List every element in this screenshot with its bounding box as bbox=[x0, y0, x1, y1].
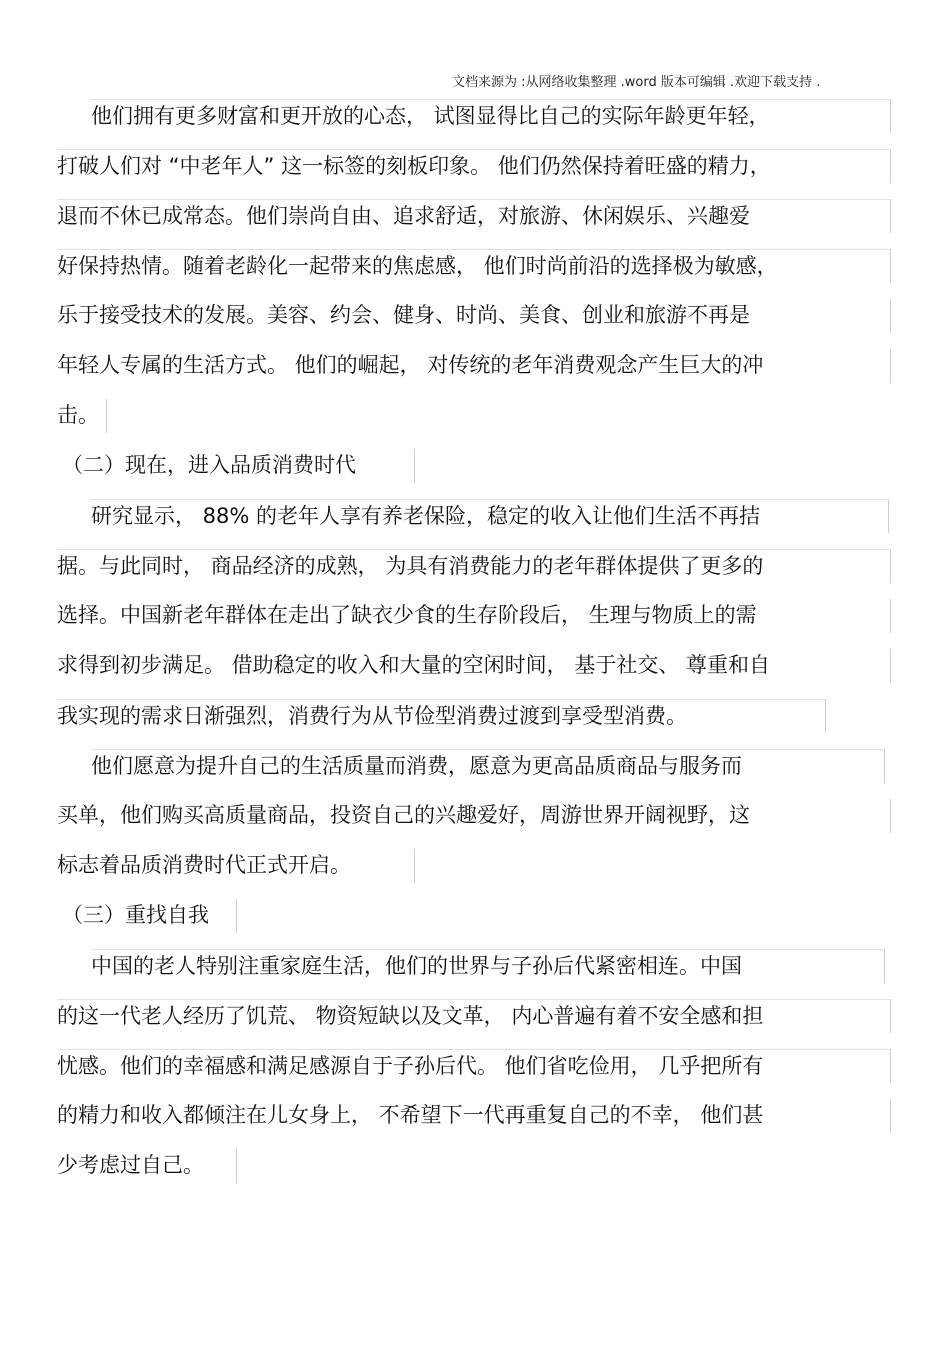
paragraph-line: 标志着品质消费时代正式开启。 bbox=[57, 849, 415, 883]
paragraph-line: 我实现的需求日渐强烈，消费行为从节俭型消费过渡到享受型消费。 bbox=[57, 699, 826, 733]
paragraph-line: 据。与此同时， 商品经济的成熟， 为具有消费能力的老年群体提供了更多的 bbox=[57, 549, 891, 583]
paragraph-line: 的这一代老人经历了饥荒、 物资短缺以及文革， 内心普遍有着不安全感和担 bbox=[57, 999, 891, 1033]
paragraph-line: 的精力和收入都倾注在儿女身上， 不希望下一代再重复自己的不幸， 他们甚 bbox=[57, 1099, 891, 1133]
section-heading: （二）现在，进入品质消费时代 bbox=[62, 449, 415, 483]
paragraph-line: 他们拥有更多财富和更开放的心态， 试图显得比自己的实际年龄更年轻， bbox=[91, 99, 891, 133]
paragraph-line: 好保持热情。随着老龄化一起带来的焦虑感， 他们时尚前沿的选择极为敏感， bbox=[57, 249, 891, 283]
paragraph-line: 乐于接受技术的发展。美容、约会、健身、时尚、美食、创业和旅游不再是 bbox=[57, 299, 891, 333]
paragraph-line: 退而不休已成常态。他们崇尚自由、追求舒适，对旅游、休闲娱乐、兴趣爱 bbox=[57, 199, 891, 233]
paragraph-line: 他们愿意为提升自己的生活质量而消费，愿意为更高品质商品与服务而 bbox=[91, 749, 885, 783]
paragraph-line: 年轻人专属的生活方式。 他们的崛起， 对传统的老年消费观念产生巨大的冲 bbox=[57, 349, 891, 383]
paragraph-line: 忧感。他们的幸福感和满足感源自于子孙后代。 他们省吃俭用， 几乎把所有 bbox=[57, 1049, 891, 1083]
paragraph-line: 少考虑过自己。 bbox=[57, 1149, 237, 1183]
paragraph-line: 中国的老人特别注重家庭生活，他们的世界与子孙后代紧密相连。中国 bbox=[91, 949, 885, 983]
paragraph-line: 买单，他们购买高质量商品，投资自己的兴趣爱好，周游世界开阔视野，这 bbox=[57, 799, 891, 833]
paragraph-line: 击。 bbox=[57, 399, 107, 433]
document-source-header: 文档来源为 :从网络收集整理 .word 版本可编辑 .欢迎下载支持 . bbox=[452, 75, 821, 90]
paragraph-line: 选择。中国新老年群体在走出了缺衣少食的生存阶段后， 生理与物质上的需 bbox=[57, 599, 891, 633]
paragraph-line: 研究显示， 88% 的老年人享有养老保险，稳定的收入让他们生活不再拮 bbox=[91, 499, 889, 533]
paragraph-line: 打破人们对 “中老年人” 这一标签的刻板印象。 他们仍然保持着旺盛的精力， bbox=[57, 149, 891, 183]
section-heading: （三）重找自我 bbox=[62, 899, 237, 933]
paragraph-line: 求得到初步满足。 借助稳定的收入和大量的空闲时间， 基于社交、 尊重和自 bbox=[57, 649, 891, 683]
